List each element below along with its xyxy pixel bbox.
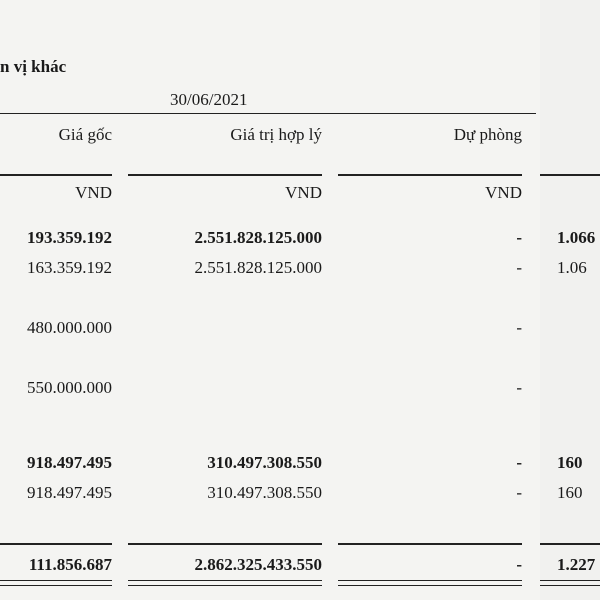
table-heading: n vị khác — [0, 57, 67, 76]
double-rule-cost — [0, 580, 112, 586]
row-provision: - — [516, 483, 522, 502]
total-next: 1.227 — [557, 555, 596, 574]
double-rule-provision — [338, 580, 522, 586]
row-provision: - — [516, 453, 522, 472]
row-provision: - — [516, 318, 522, 337]
total-fair-value: 2.862.325.433.550 — [194, 555, 322, 574]
row-cost: 193.359.192 — [27, 228, 112, 247]
unit-fair-value: VND — [285, 183, 322, 202]
row-next: 1.06 — [557, 258, 587, 277]
period-date: 30/06/2021 — [170, 90, 248, 109]
total-rule-fair-value — [128, 543, 322, 545]
row-provision: - — [516, 378, 522, 397]
total-rule-cost — [0, 543, 112, 545]
row-fair-value: 2.551.828.125.000 — [194, 228, 322, 247]
row-cost: 550.000.000 — [27, 378, 112, 397]
col-header-fair-value: Giá trị hợp lý — [230, 125, 322, 144]
total-provision: - — [516, 555, 522, 574]
double-rule-next — [540, 580, 600, 586]
total-cost: 111.856.687 — [28, 555, 112, 574]
double-rule-fair-value — [128, 580, 322, 586]
row-fair-value: 2.551.828.125.000 — [194, 258, 322, 277]
row-next: 160 — [557, 453, 583, 472]
unit-cost: VND — [75, 183, 112, 202]
header-rule-next — [540, 174, 600, 176]
total-rule-next — [540, 543, 600, 545]
row-provision: - — [516, 258, 522, 277]
header-rule-fair-value — [128, 174, 322, 176]
header-rule-provision — [338, 174, 522, 176]
row-cost: 918.497.495 — [27, 453, 112, 472]
row-provision: - — [516, 228, 522, 247]
row-fair-value: 310.497.308.550 — [207, 483, 322, 502]
unit-provision: VND — [485, 183, 522, 202]
row-cost: 480.000.000 — [27, 318, 112, 337]
row-next: 160 — [557, 483, 583, 502]
col-header-provision: Dự phòng — [453, 125, 522, 144]
period-underline — [0, 113, 536, 114]
total-rule-provision — [338, 543, 522, 545]
col-header-cost: Giá gốc — [58, 125, 112, 144]
row-cost: 918.497.495 — [27, 483, 112, 502]
row-next: 1.066 — [557, 228, 596, 247]
row-fair-value: 310.497.308.550 — [207, 453, 322, 472]
next-column-area — [540, 0, 600, 600]
row-cost: 163.359.192 — [27, 258, 112, 277]
header-rule-cost — [0, 174, 112, 176]
